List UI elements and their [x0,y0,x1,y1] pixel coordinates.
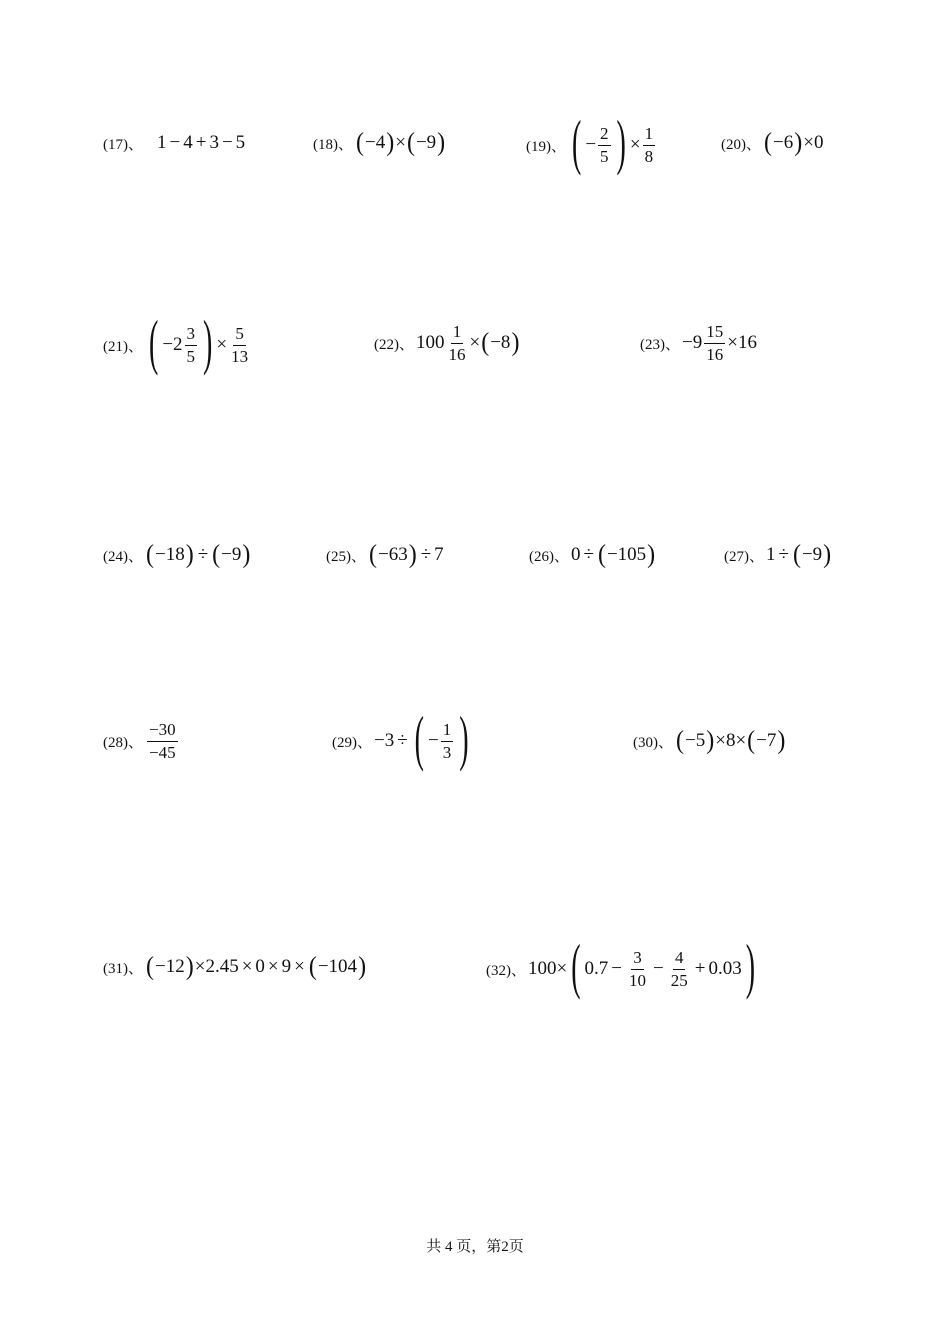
expression [145,954,367,981]
denominator: 10 [629,970,647,990]
number: 1 [766,544,776,565]
number: 7 [434,544,444,565]
times-sign: × [469,332,481,353]
times-sign: × [803,132,814,153]
problem-22 [374,313,520,373]
number: 0 [813,132,824,153]
left-paren: ( [747,726,756,755]
times-sign: × [241,956,253,977]
divide-sign: ÷ [583,544,594,565]
number: −105 [606,544,647,565]
right-paren: ) [185,952,194,981]
denominator: 13 [231,346,249,366]
right-paren: ) [777,726,786,755]
expression [675,728,786,755]
right-paren: ) [358,952,367,981]
denominator: 16 [706,344,724,364]
number: −7 [756,730,777,751]
problem-23 [640,313,757,373]
number: 5 [235,132,246,153]
numerator: 3 [631,949,644,970]
left-paren: ( [572,109,582,178]
right-paren: ) [706,726,715,755]
problem-label: (28)、 [103,734,143,751]
number: 3 [209,132,219,153]
problem-label: (32)、 [486,962,526,979]
right-paren: ) [745,933,756,1002]
minus-sign: − [585,134,597,155]
expression [368,542,444,569]
problem-label: (21)、 [103,338,143,355]
denominator: 25 [670,970,688,990]
mixed-number-whole: −9 [682,332,703,353]
right-paren: ) [437,128,446,157]
problem-18 [313,113,446,173]
minus-sign: − [427,730,439,751]
times-sign: × [735,730,747,751]
right-paren: ) [794,128,803,157]
divide-sign: ÷ [197,544,209,565]
expression [416,323,520,364]
minus-sign: − [611,958,623,979]
numerator: 3 [185,325,198,346]
expression [374,705,473,774]
number: 0.03 [708,958,742,979]
denominator: 3 [442,742,452,762]
right-paren: ) [647,540,656,569]
times-sign: × [727,332,738,353]
times-sign: × [294,956,305,977]
problem-21 [103,309,252,378]
problem-label: (26)、 [529,548,569,565]
number: −4 [365,132,386,153]
problem-17 [103,113,245,173]
minus-sign: − [653,958,664,979]
right-paren: ) [242,540,251,569]
number: 0 [571,544,581,565]
expression [145,721,180,762]
problem-30 [633,711,786,771]
left-paren: ( [149,309,159,378]
problem-24 [103,525,251,585]
number: 16 [737,332,757,353]
numerator: −30 [147,721,178,742]
number: 9 [281,956,292,977]
fraction [441,721,454,762]
problem-32 [486,933,759,1002]
problem-25 [326,525,444,585]
left-paren: ( [414,705,424,774]
page-footer: 共 4 页，第2页 [426,1239,524,1255]
number: −9 [801,544,823,565]
left-paren: ( [146,952,154,981]
fraction [669,949,690,990]
number: 100 [528,958,557,979]
left-paren: ( [308,952,317,981]
fraction [185,325,198,366]
left-paren: ( [571,933,581,1002]
right-paren: ) [823,540,832,569]
left-paren: ( [764,128,772,157]
expression [763,130,823,157]
fraction [627,949,648,990]
right-paren: ) [511,328,520,357]
right-paren: ) [459,705,469,774]
problem-label: (17)、 [103,136,143,153]
numerator: 1 [451,323,464,344]
problem-label: (20)、 [721,136,761,153]
problem-label: (24)、 [103,548,143,565]
problem-label: (19)、 [526,138,566,155]
right-paren: ) [203,309,213,378]
problem-label: (31)、 [103,960,143,977]
problem-label: (23)、 [640,336,680,353]
left-paren: ( [481,328,490,357]
numerator: 2 [598,125,611,146]
problem-20 [721,113,823,173]
number: −9 [221,544,242,565]
left-paren: ( [369,540,377,569]
right-paren: ) [386,128,395,157]
number: 2.45 [205,956,239,977]
times-sign: × [556,958,568,979]
numerator: 1 [441,721,454,742]
mixed-number-whole: 100 [416,332,445,353]
problem-label: (22)、 [374,336,414,353]
denominator: −45 [149,742,176,762]
left-paren: ( [676,726,684,755]
expression [528,933,759,1002]
minus-sign: − [221,132,233,153]
times-sign: × [715,730,726,751]
left-paren: ( [597,540,606,569]
denominator: 8 [644,146,654,166]
number: −8 [490,332,511,353]
number: −6 [773,132,794,153]
expression [145,542,251,569]
number: −9 [415,132,437,153]
fraction [704,323,725,364]
number: 0.7 [584,958,609,979]
expression [571,542,656,569]
problem-label: (29)、 [332,734,372,751]
fraction [598,125,611,166]
problem-label: (30)、 [633,734,673,751]
denominator: 5 [600,146,609,166]
times-sign: × [267,956,279,977]
mixed-number-whole: −2 [162,334,183,355]
problem-19 [526,109,657,178]
expression [682,323,757,364]
times-sign: × [395,132,406,153]
numerator: 4 [673,949,686,970]
divide-sign: ÷ [420,544,432,565]
fraction [643,125,656,166]
expression [568,109,657,178]
problem-27 [724,525,832,585]
number: 0 [255,956,265,977]
expression [355,130,446,157]
numerator: 15 [704,323,725,344]
fraction [229,325,250,366]
times-sign: × [216,334,228,355]
numerator: 1 [643,125,656,146]
times-sign: × [629,134,641,155]
right-paren: ) [408,540,417,569]
left-paren: ( [792,540,801,569]
problem-28 [103,711,180,771]
number: −63 [378,544,408,565]
problem-label: (27)、 [724,548,764,565]
problem-26 [529,525,656,585]
number: 1 [157,132,167,153]
number: −5 [685,730,706,751]
number: −12 [155,956,185,977]
problem-31 [103,937,367,997]
left-paren: ( [212,540,221,569]
number: 8 [725,730,736,751]
plus-sign: + [195,132,207,153]
expression [157,132,245,154]
number: 4 [183,132,193,153]
times-sign: × [194,956,206,977]
number: −104 [317,956,358,977]
number: −3 [374,730,395,751]
problem-label: (18)、 [313,136,353,153]
left-paren: ( [406,128,415,157]
right-paren: ) [616,109,626,178]
numerator: 5 [233,325,246,346]
minus-sign: − [169,132,181,153]
fraction [147,721,178,762]
problem-label: (25)、 [326,548,366,565]
plus-sign: + [694,958,706,979]
problem-29 [332,705,473,774]
divide-sign: ÷ [778,544,789,565]
number: −18 [155,544,185,565]
divide-sign: ÷ [397,730,408,751]
expression [766,542,832,569]
left-paren: ( [356,128,364,157]
left-paren: ( [146,540,154,569]
expression [145,309,252,378]
right-paren: ) [185,540,194,569]
fraction [447,323,468,364]
denominator: 5 [186,346,196,366]
denominator: 16 [448,344,466,364]
